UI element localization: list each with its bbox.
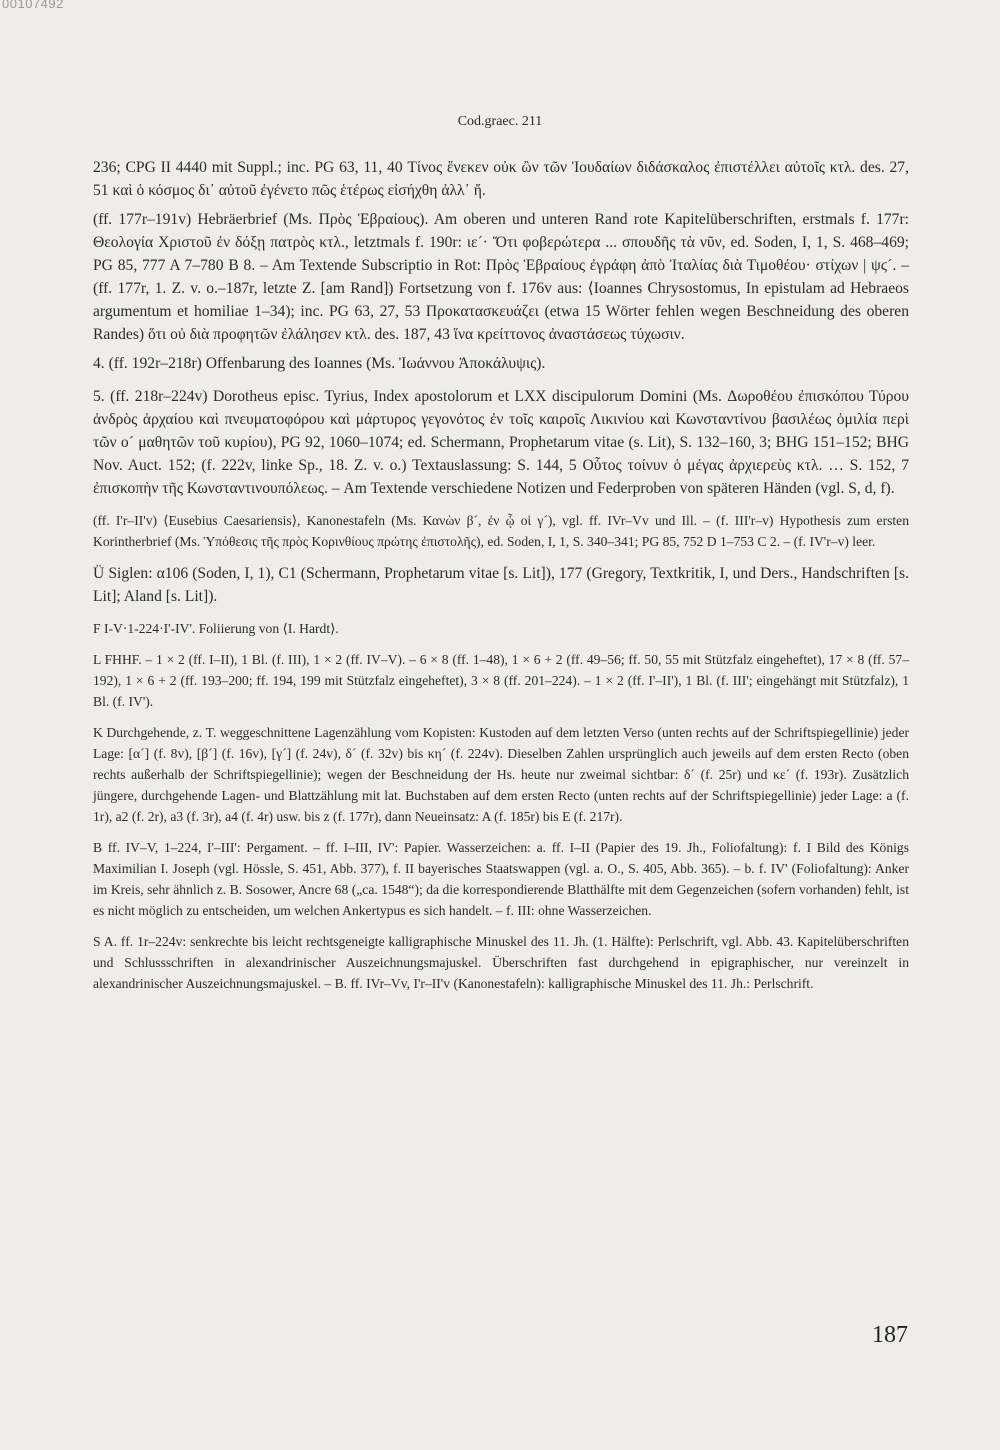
scan-id: 00107492 bbox=[2, 0, 64, 11]
section-kustoden bbox=[93, 722, 909, 827]
running-head: Cod.graec. 211 bbox=[457, 114, 543, 129]
section-beschreibstoff-text: B ff. IV–V, 1–224, I'–III': Pergament. – ff. I–III, IV': Papier. Wasserzeichen: a. ff. I–II (Papier des 19. Jh., Foliofaltung): f. I Bild des Königs Maximilian I. Joseph (vgl. Hössle, S. 451, Abb. 377), f. II bayerisches Staatswappen (vgl. a. O., S. 405, Abb. 365). – b. f. IV' (Foliofaltung): Anker im Kreis, sehr ähnlich z. B. Sosower, Ancre 68 („ca. 1548“); da die korrespondierende Blatthälfte mit dem Gegenzeichen (sofern vorhanden) fehlt, ist es nicht möglich zu entscheiden, um welchen Ankertypus es sich handelt. – f. III: ohne Wasserzeichen. bbox=[93, 840, 909, 918]
paragraph-1-text: 236; CPG II 4440 mit Suppl.; inc. PG 63, 11, 40 Τίνος ἕνεκεν οὐκ ὢν τῶν Ἰουδαίων διδάσκαλος ἐπιστέλλει αὐτοῖς κτλ. des. 27, 51 καὶ ὁ κόσμος δι᾽ αὐτοῦ ἐγένετο πῶς ἑτέρως εἰσήχθη ἀλλ᾽ ἤ. bbox=[93, 159, 909, 199]
paragraph-3 bbox=[93, 352, 909, 375]
section-schrift-text: S A. ff. 1r–224v: senkrechte bis leicht rechtsgeneigte kalligraphische Minuskel des 11. Jh. (1. Hälfte): Perlschrift, vgl. Abb. 43. Kapitelüberschriften und Schlussschriften in alexandrinischer Auszeichnungsmajuskel. Überschriften fast durchgehend in epigraphischer, nur vereinzelt in alexandrinischer Auszeichnungsmajuskel. – B. ff. IVr–Vv, I'r–II'v (Kanonestafeln): kalligraphische Minuskel des 11. Jh.: Perlschrift. bbox=[93, 934, 909, 991]
paragraph-2 bbox=[93, 208, 909, 346]
section-siglen-text: Ü Siglen: α106 (Soden, I, 1), C1 (Schermann, Prophetarum vitae [s. Lit]), 177 (Gregory, Textkritik, I, und Ders., Handschriften [s. Lit]; Aland [s. Lit]). bbox=[93, 565, 909, 605]
section-beschreibstoff bbox=[93, 837, 909, 921]
paragraph-5-text: (ff. I'r–II'v) ⟨Eusebius Caesariensis⟩, Kanonestafeln (Ms. Κανὼν β´, ἐν ᾧ οἱ γ´), vgl. ff. IVr–Vv und Ill. – (f. III'r–v) Hypothesis zum ersten Korintherbrief (Ms. Ὑπόθεσις τῆς πρὸς Κορινθίους πρώτης ἐπιστολῆς), ed. Soden, I, 1, S. 340–341; PG 85, 752 D 1–753 C 2. – (f. IV'r–v) leer. bbox=[93, 513, 909, 549]
paragraph-5 bbox=[93, 510, 909, 552]
section-lagen bbox=[93, 649, 909, 712]
section-schrift bbox=[93, 931, 909, 994]
paragraph-1 bbox=[93, 156, 909, 202]
paragraph-4 bbox=[93, 385, 909, 500]
section-foliierung-text: F I-V·1-224·I'-IV'. Foliierung von ⟨I. Hardt⟩. bbox=[93, 621, 339, 636]
section-siglen bbox=[93, 562, 909, 608]
section-kustoden-text: K Durchgehende, z. T. weggeschnittene Lagenzählung vom Kopisten: Kustoden auf dem letzten Verso (unten rechts auf der Schriftspiegellinie) jeder Lage: [α´] (f. 8v), [β´] (f. 16v), [γ´] (f. 24v), δ´ (f. 32v) bis κη´ (f. 224v). Dieselben Zahlen ursprünglich auch jeweils auf dem ersten Recto (oben rechts außerhalb der Schriftspiegellinie); wegen der Beschneidung der Hs. heute nur zweimal sichtbar: δ´ (f. 25r) und κε´ (f. 193r). Zusätzlich jüngere, durchgehende Lagen- und Blattzählung mit lat. Buchstaben auf dem ersten Recto (unten rechts auf der Schriftspiegellinie) jeder Lage: a (f. 1r), a2 (f. 2r), a3 (f. 3r), a4 (f. 4r) usw. bis z (f. 177r), dann Neueinsatz: A (f. 185r) bis E (f. 217r). bbox=[93, 725, 909, 824]
section-lagen-text: L FHHF. – 1 × 2 (ff. I–II), 1 Bl. (f. III), 1 × 2 (ff. IV–V). – 6 × 8 (ff. 1–48), 1 × 6 + 2 (ff. 49–56; ff. 50, 55 mit Stützfalz eingeheftet), 17 × 8 (ff. 57–192), 1 × 6 + 2 (ff. 193–200; ff. 194, 199 mit Stützfalz eingeheftet), 3 × 8 (ff. 201–224). – 1 × 2 (ff. I'–II'), 1 Bl. (f. III'; eingehängt mit Stützfalz), 1 Bl. (f. IV'). bbox=[93, 652, 909, 709]
paragraph-3-text: 4. (ff. 192r–218r) Offenbarung des Ioannes (Ms. Ἰωάννου Ἀποκάλυψις). bbox=[93, 355, 546, 372]
page-number: 187 bbox=[872, 1322, 908, 1348]
body-text bbox=[93, 156, 909, 994]
paragraph-4-text: 5. (ff. 218r–224v) Dorotheus episc. Tyrius, Index apostolorum et LXX discipulorum Domini (Ms. Δωροθέου ἐπισκόπου Τύρου ἀνδρὸς ἀρχαίου καὶ πνευματοφόρου καὶ μάρτυρος γεγονότος ἐν τοῖς καιροῖς Λικινίου καὶ Κωνσταντίνου βασιλέως ὁμιλία περὶ τῶν ο´ μαθητῶν τοῦ κυρίου), PG 92, 1060–1074; ed. Schermann, Prophetarum vitae (s. Lit), S. 132–160, 3; BHG 151–152; BHG Nov. Auct. 152; (f. 222v, linke Sp., 18. Z. v. o.) Textauslassung: S. 144, 5 Οὗτος τοίνυν ὁ μέγας ἀρχιερεὺς κτλ. … S. 152, 7 ἐπισκοπὴν τῆς Κωνσταντινουπόλεως. – Am Textende verschiedene Notizen und Federproben von späteren Händen (vgl. S, d, f). bbox=[93, 388, 909, 497]
paragraph-2-text: (ff. 177r–191v) Hebräerbrief (Ms. Πρὸς Ἑβραίους). Am oberen und unteren Rand rote Kapitelüberschriften, erstmals f. 177r: Θεολογία Χριστοῦ ἐν δόξῃ πατρὸς κτλ., letztmals f. 190r: ιε´· Ὅτι φοβερώτερα ... σπουδῆς τὰ νῦν, ed. Soden, I, 1, S. 468–469; PG 85, 777 A 7–780 B 8. – Am Textende Subscriptio in Rot: Πρὸς Ἑβραίους ἐγράφη ἀπὸ Ἰταλίας διὰ Τιμοθέου· στίχων | ψϛ´. – (ff. 177r, 1. Z. v. o.–187r, letzte Z. [am Rand]) Fortsetzung von f. 176v aus: ⟨Ioannes Chrysostomus, In epistulam ad Hebraeos argumentum et homiliae 1–34); inc. PG 63, 27, 53 Προκατασκευάζει (etwa 15 Wörter fehlen wegen Beschneidung des oberen Randes) ὅτι οὐ διὰ προφητῶν ἐλάλησεν κτλ. des. 187, 43 ἵνα κρείττονος ἀναστάσεως τύχωσιν. bbox=[93, 211, 909, 343]
section-foliierung bbox=[93, 618, 909, 639]
